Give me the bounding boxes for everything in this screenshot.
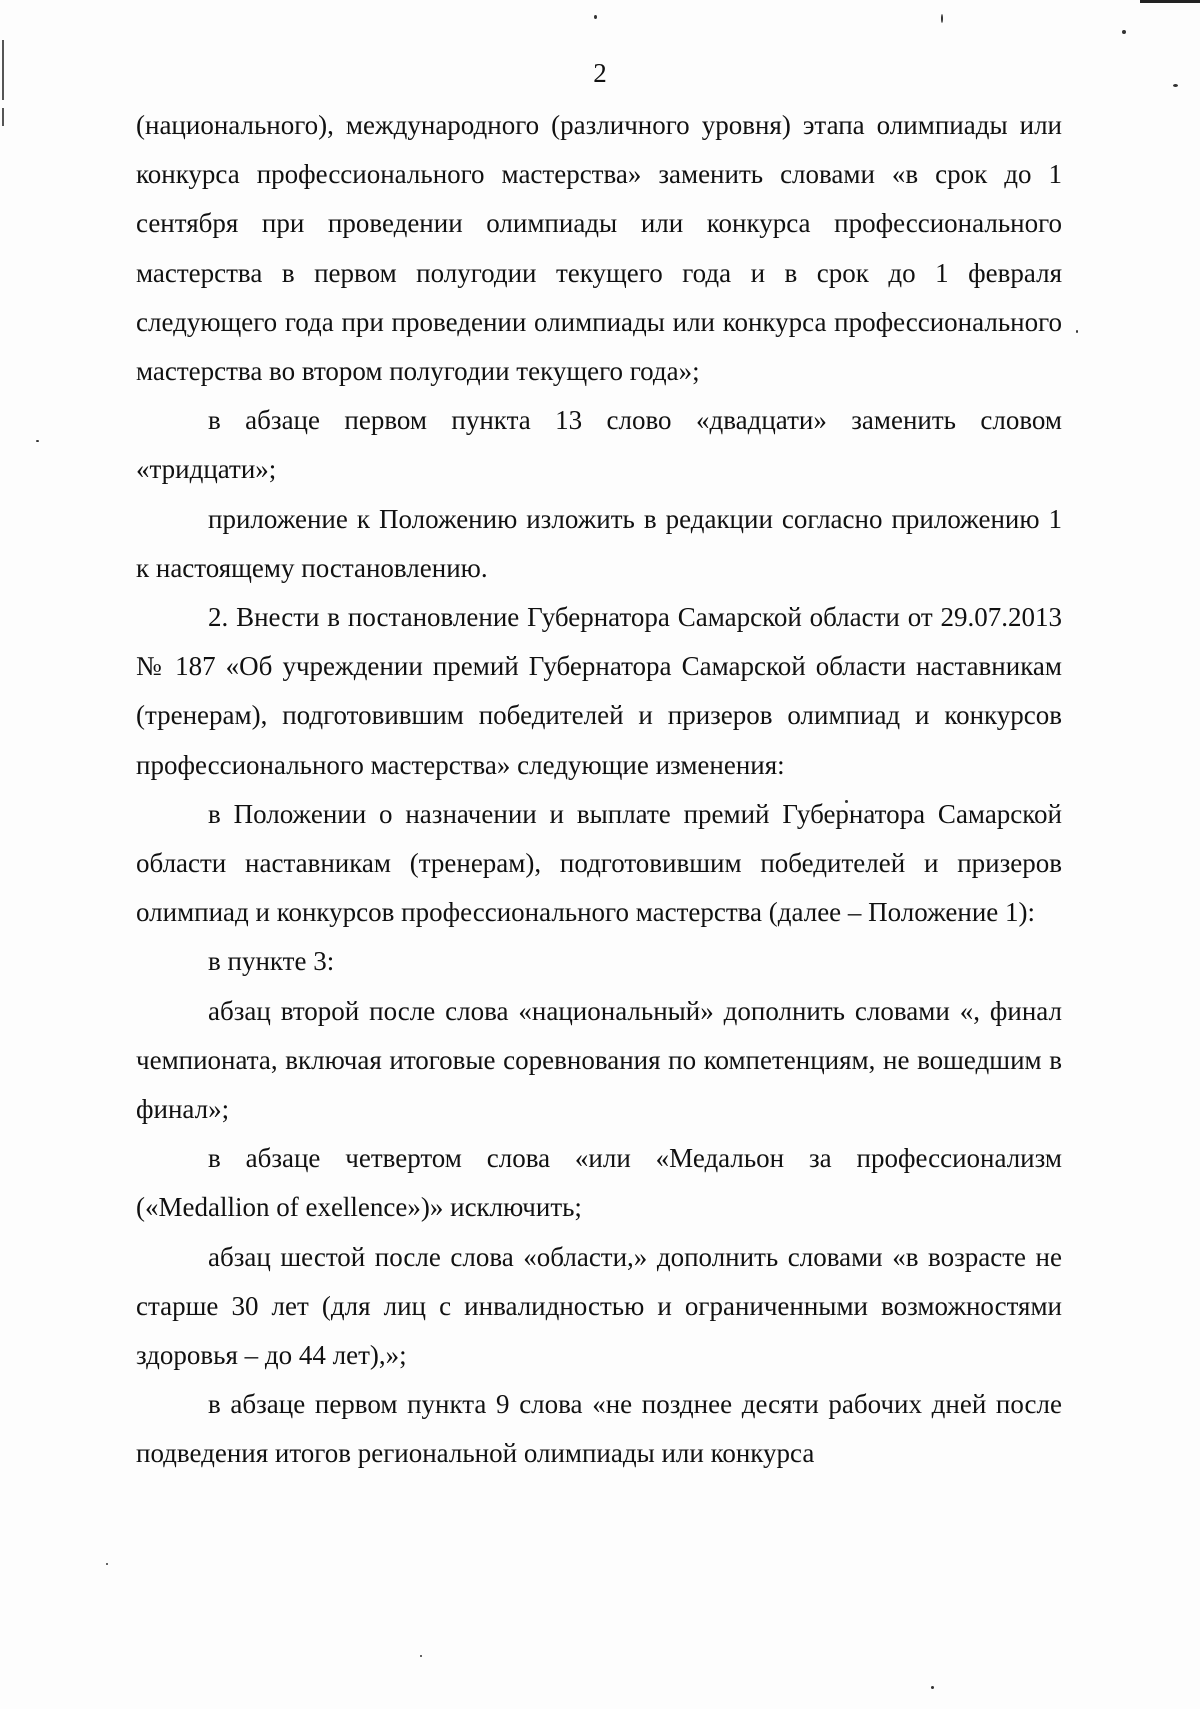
paragraph-section-2: 2. Внести в постановление Губернатора Самарской области от 29.07.2013 № 187 «Об учреждении премий Губернатора Самарской области наставникам (тренерам), подготовившим победителей и призеров олимпиад и конкурсов профессионального мастерства» следующие изменения: — [136, 602, 1062, 780]
paragraph-second-clause: абзац второй после слова «национальный» дополнить словами «, финал чемпионата, включая итоговые соревнования по компетенциям, не вошедшим в финал»; — [136, 995, 1062, 1125]
page-number: 2 — [593, 58, 607, 88]
scan-speck — [106, 1563, 108, 1565]
paragraph-sixth-clause: абзац шестой после слова «области,» дополнить словами «в возрасте не старше 30 лет (для лиц с инвалидностью и ограниченными возможностями здоровья – до 44 лет),»; — [136, 1241, 1062, 1371]
scan-left-mark — [2, 108, 4, 126]
paragraph-item-3: в пункте 3: — [208, 946, 335, 977]
paragraph-fourth-clause: в абзаце четвертом слова «или «Медальон за профессионализм («Medallion of exellence»)» исключить; — [136, 1143, 1062, 1223]
scan-speck — [594, 15, 597, 19]
paragraph-continuation: (национального), международного (различного уровня) этапа олимпиады или конкурса профессионального мастерства» заменить словами «в срок до 1 сентября при проведении олимпиады или конкурса профессионального мастерства в первом полугодии текущего года и в срок до 1 февраля следующего года при проведении олимпиады или конкурса профессионального мастерства во втором полугодии текущего года»; — [136, 110, 1062, 387]
scan-speck — [1076, 330, 1078, 333]
paragraph-appendix: приложение к Положению изложить в редакции согласно приложению 1 к настоящему постановлению. — [136, 503, 1062, 583]
document-body — [136, 101, 1062, 1479]
scan-edge-line — [1140, 0, 1200, 3]
paragraph-item-13: в абзаце первом пункта 13 слово «двадцати» заменить словом «тридцати»; — [136, 405, 1062, 485]
scan-speck — [1122, 30, 1126, 34]
scan-speck — [420, 1655, 422, 1657]
scan-speck — [941, 14, 943, 23]
paragraph-item-9: в абзаце первом пункта 9 слова «не позднее десяти рабочих дней после подведения итогов региональной олимпиады или конкурса — [136, 1389, 1062, 1469]
scan-speck — [931, 1686, 934, 1689]
paragraph-regulation-1: в Положении о назначении и выплате премий Губернатора Самарской области наставникам (тренерам), подготовившим победителей и призеров олимпиад и конкурсов профессионального мастерства (далее – Положение 1): — [136, 798, 1062, 928]
scan-speck — [36, 440, 39, 442]
